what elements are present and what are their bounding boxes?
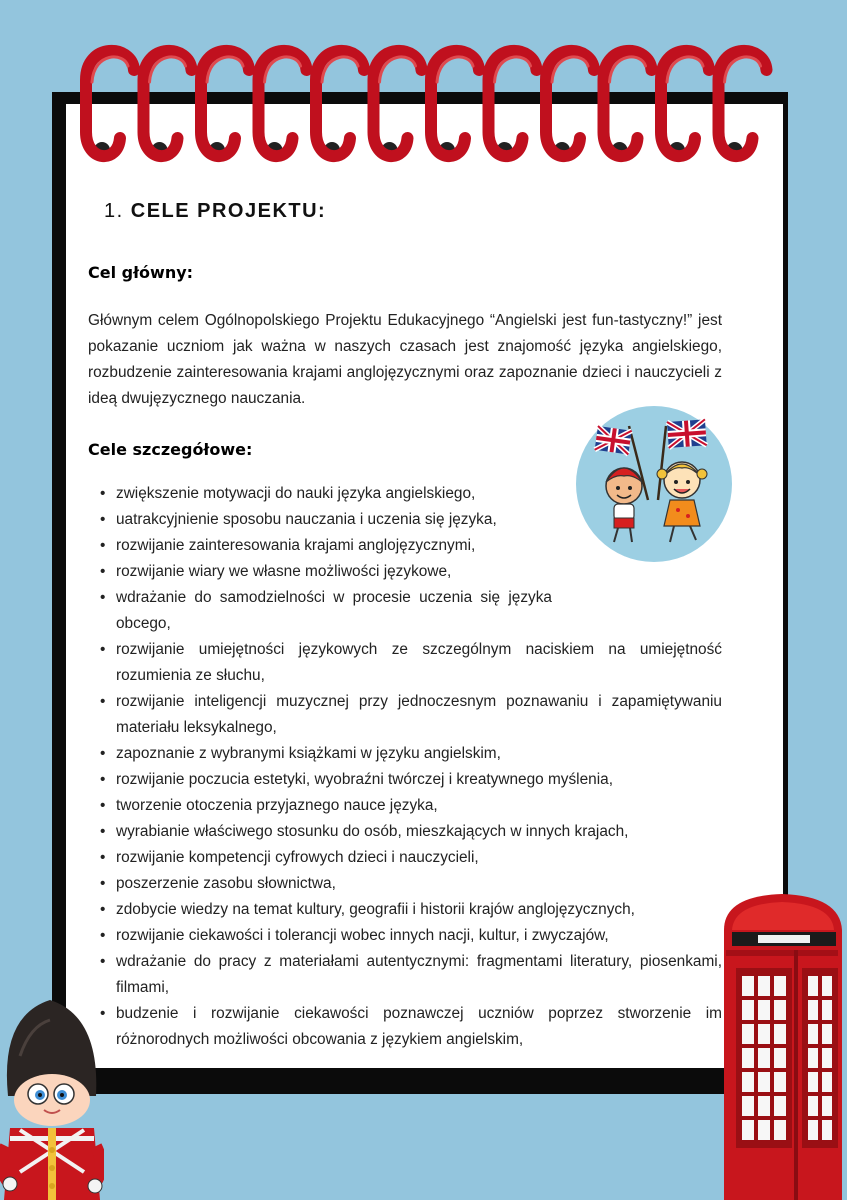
goal-item: • rozwijanie wiary we własne możliwości językowe, bbox=[88, 559, 552, 585]
specific-goals-heading: Cele szczegółowe: bbox=[88, 440, 253, 459]
spiral-ring bbox=[431, 51, 479, 158]
goal-item: • rozwijanie inteligencji muzycznej przy jednoczesnym poznawaniu i zapamiętywaniu materiału leksykalnego, bbox=[88, 689, 722, 741]
main-goal-text: Głównym celem Ogólnopolskiego Projektu Edukacyjnego “Angielski jest fun-tastyczny!” jest pokazanie uczniom jak ważna w naszych czasach jest znajomość języka angielskiego, rozbudzenie zainteresowania krajami anglojęzycznymi oraz zapoznanie dzieci i nauczycieli z ideą dwujęzycznego nauczania. bbox=[88, 312, 722, 407]
specific-goals-list bbox=[88, 481, 722, 1053]
spiral-ring bbox=[374, 51, 422, 158]
page-content bbox=[88, 200, 722, 1053]
royal-guard-illustration bbox=[0, 996, 104, 1200]
goal-item: • budzenie i rozwijanie ciekawości poznawczej uczniów poprzez stworzenie im różnorodnych możliwości obcowania z językiem angielskim, bbox=[88, 1001, 722, 1053]
spiral-ring bbox=[604, 51, 652, 158]
goal-item: • uatrakcyjnienie sposobu nauczania i uczenia się języka, bbox=[88, 507, 552, 533]
goal-item: • rozwijanie poczucia estetyki, wyobraźni twórczej i kreatywnego myślenia, bbox=[88, 767, 722, 793]
children-flags-illustration bbox=[574, 404, 734, 564]
goal-item: • zwiększenie motywacji do nauki języka angielskiego, bbox=[88, 481, 552, 507]
spiral-ring bbox=[201, 51, 249, 158]
spiral-ring bbox=[546, 51, 594, 158]
section-title bbox=[104, 200, 722, 223]
goal-item: • zapoznanie z wybranymi książkami w języku angielskim, bbox=[88, 741, 722, 767]
spiral-rings bbox=[0, 0, 847, 170]
goal-item: • poszerzenie zasobu słownictwa, bbox=[88, 871, 722, 897]
main-goal-heading: Cel główny: bbox=[88, 263, 194, 282]
goal-item: • rozwijanie ciekawości i tolerancji wobec innych nacji, kultur, i zwyczajów, bbox=[88, 923, 722, 949]
goal-item: • wyrabianie właściwego stosunku do osób, mieszkających w innych krajach, bbox=[88, 819, 722, 845]
goal-item: • zdobycie wiedzy na temat kultury, geografii i historii krajów anglojęzycznych, bbox=[88, 897, 722, 923]
spiral-ring bbox=[719, 51, 767, 158]
goal-item: • rozwijanie zainteresowania krajami anglojęzycznymi, bbox=[88, 533, 552, 559]
section-title-text: CELE PROJEKTU: bbox=[130, 200, 327, 222]
spiral-ring bbox=[489, 51, 537, 158]
spiral-ring bbox=[316, 51, 364, 158]
goal-item: • wdrażanie do samodzielności w procesie uczenia się języka obcego, bbox=[88, 585, 552, 637]
goal-item: • rozwijanie kompetencji cyfrowych dzieci i nauczycieli, bbox=[88, 845, 722, 871]
goal-item: • rozwijanie umiejętności językowych ze szczególnym naciskiem na umiejętność rozumienia ze słuchu, bbox=[88, 637, 722, 689]
spiral-ring bbox=[259, 51, 307, 158]
goal-item: • tworzenie otoczenia przyjaznego nauce języka, bbox=[88, 793, 722, 819]
spiral-ring bbox=[144, 51, 192, 158]
spiral-ring bbox=[661, 51, 709, 158]
spiral-ring bbox=[86, 51, 134, 158]
goal-item: • wdrażanie do pracy z materiałami autentycznymi: fragmentami literatury, piosenkami, filmami, bbox=[88, 949, 722, 1001]
section-number: 1. bbox=[104, 200, 124, 222]
red-telephone-box-illustration bbox=[718, 890, 847, 1200]
